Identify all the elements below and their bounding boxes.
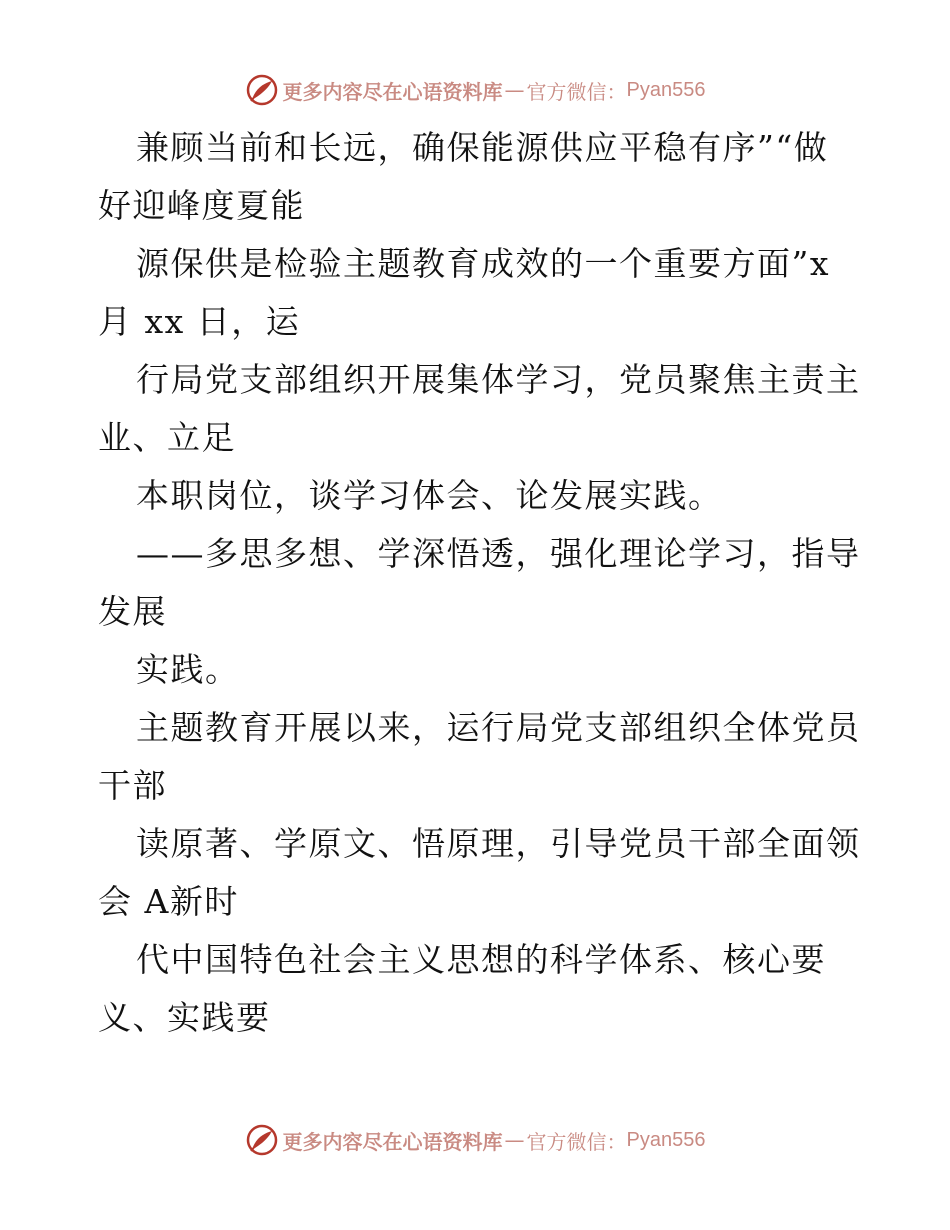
footer-brand: 更多内容尽在心语资料库 bbox=[282, 1129, 503, 1154]
text-line: 义、实践要 bbox=[98, 998, 271, 1037]
header-dash: — bbox=[504, 78, 525, 102]
text-line: ——多思多想、学深悟透，强化理论学习，指导 bbox=[136, 534, 861, 573]
header-wechat-id: Pyan556 bbox=[626, 78, 706, 101]
text-line: 干部 bbox=[98, 766, 167, 805]
text-line: 业、立足 bbox=[98, 418, 236, 457]
text-line: 行局党支部组织开展集体学习，党员聚焦主责主 bbox=[136, 360, 861, 399]
footer-wechat-id: Pyan556 bbox=[626, 1128, 706, 1151]
text-line: 好迎峰度夏能 bbox=[98, 186, 305, 225]
footer-official-label: 官方微信： bbox=[526, 1129, 627, 1154]
header-banner bbox=[0, 70, 950, 110]
text-line: 月 xx 日，运 bbox=[98, 302, 301, 341]
text-line: 发展 bbox=[98, 592, 167, 631]
footer-banner bbox=[0, 1120, 950, 1160]
header-official-label: 官方微信： bbox=[526, 79, 627, 104]
document-body bbox=[98, 119, 861, 1047]
text-line: 实践。 bbox=[136, 650, 240, 689]
text-line: 主题教育开展以来，运行局党支部组织全体党员 bbox=[136, 708, 861, 747]
text-line: 兼顾当前和长远，确保能源供应平稳有序”“做 bbox=[136, 128, 829, 167]
text-line: 代中国特色社会主义思想的科学体系、核心要 bbox=[136, 940, 826, 979]
header-brand: 更多内容尽在心语资料库 bbox=[282, 79, 503, 104]
text-line: 源保供是检验主题教育成效的一个重要方面”x bbox=[136, 244, 830, 283]
text-line: 读原著、学原文、悟原理，引导党员干部全面领 bbox=[136, 824, 861, 863]
text-line: 本职岗位，谈学习体会、论发展实践。 bbox=[136, 476, 723, 515]
text-line: 会 A新时 bbox=[98, 882, 239, 921]
footer-dash: — bbox=[504, 1128, 525, 1152]
pen-logo-icon bbox=[245, 1123, 279, 1157]
pen-logo-icon bbox=[245, 73, 279, 107]
